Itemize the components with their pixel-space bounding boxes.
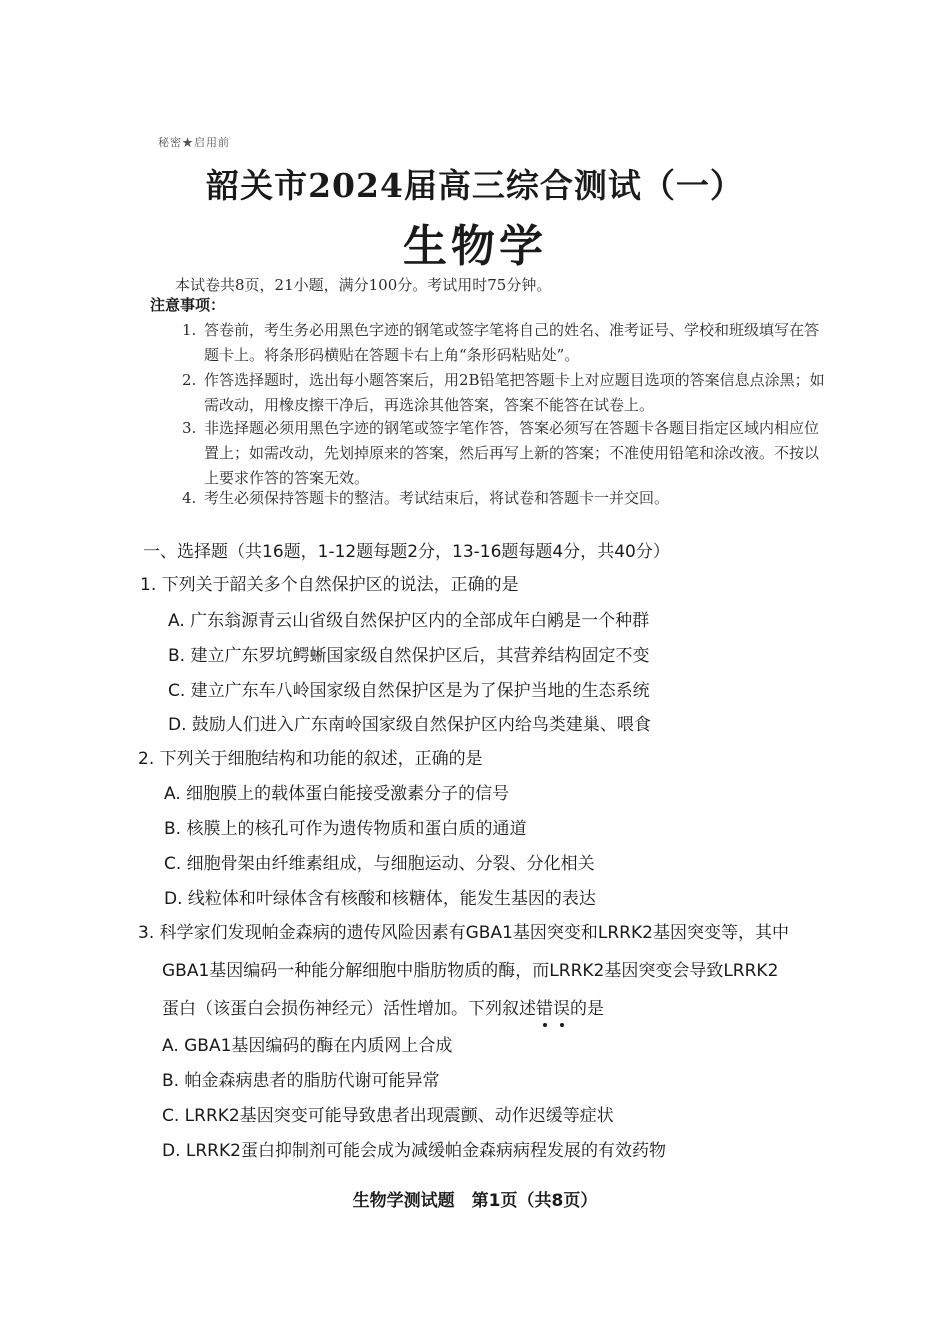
notice-item-text: 作答选择题时，选出每小题答案后，用2B铅笔把答题卡上对应题目选项的答案信息点涂黑；如需改动，用橡皮擦干净后，再选涂其他答案，答案不能答在试卷上。 [204,371,825,414]
notice-item [182,368,832,418]
question-option: B. 建立广东罗坑鳄蜥国家级自然保护区后，其营养结构固定不变 [168,646,650,666]
subject-title: 生物学 [403,221,547,272]
exam-title: 韶关市2024届高三综合测试（一） [206,166,744,205]
notice-item-number: 4. [182,489,197,507]
page-footer: 生物学测试题 第1页（共8页） [352,1191,598,1211]
question-option: C. 细胞骨架由纤维素组成，与细胞运动、分裂、分化相关 [164,854,595,874]
notice-item [182,486,832,511]
notice-heading: 注意事项： [150,296,226,314]
question-option: D. 鼓励人们进入广东南岭国家级自然保护区内给鸟类建巢、喂食 [168,715,651,735]
notice-item-text: 考生必须保持答题卡的整洁。考试结束后，将试卷和答题卡一并交回。 [204,489,670,507]
question-option: C. LRRK2基因突变可能导致患者出现震颤、动作迟缓等症状 [162,1106,614,1126]
notice-item-text: 非选择题必须用黑色字迹的钢笔或签字笔作答，答案必须写在答题卡各题目指定区域内相应位置上；如需改动，先划掉原来的答案，然后再写上新的答案；不准使用铅笔和涂改液。不按以上要求作答的答案无效。 [204,419,820,487]
emphasis-dot [543,1023,547,1027]
section-heading: 一、选择题（共16题，1-12题每题2分，13-16题每题4分，共40分） [143,542,670,562]
emphasis-text: 错误 [536,999,570,1019]
question-option: A. 广东翁源青云山省级自然保护区内的全部成年白鹇是一个种群 [168,611,650,631]
question-option: C. 建立广东车八岭国家级自然保护区是为了保护当地的生态系统 [168,681,650,701]
question-stem-line [162,994,604,1019]
confidential-mark: 秘密★启用前 [158,136,230,149]
question-stem-line: 3. 科学家们发现帕金森病的遗传风险因素有GBA1基因突变和LRRK2基因突变等，其中 [138,923,789,943]
question-stem-text: 的是 [570,999,604,1019]
question-stem-line: GBA1基因编码一种能分解细胞中脂肪物质的酶，而LRRK2基因突变会导致LRRK2 [162,961,779,981]
question-stem: 2. 下列关于细胞结构和功能的叙述，正确的是 [138,749,483,769]
notice-item-number: 3. [182,419,197,437]
notice-item [182,318,832,368]
question-option: B. 核膜上的核孔可作为遗传物质和蛋白质的通道 [164,819,527,839]
question-option: A. GBA1基因编码的酶在内质网上合成 [162,1036,453,1056]
question-option: D. 线粒体和叶绿体含有核酸和核糖体，能发生基因的表达 [164,889,596,909]
question-option: D. LRRK2蛋白抑制剂可能会成为减缓帕金森病病程发展的有效药物 [162,1141,666,1161]
question-stem: 1. 下列关于韶关多个自然保护区的说法，正确的是 [140,575,519,595]
question-stem-text: 蛋白（该蛋白会损伤神经元）活性增加。下列叙述 [162,999,536,1019]
notice-item [182,416,832,491]
exam-info: 本试卷共8页，21小题，满分100分。考试用时75分钟。 [175,276,552,294]
notice-item-text: 答卷前，考生务必用黑色字迹的钢笔或签字笔将自己的姓名、准考证号、学校和班级填写在答题卡上。将条形码横贴在答题卡右上角“条形码粘贴处”。 [204,321,820,364]
question-option: B. 帕金森病患者的脂肪代谢可能异常 [162,1071,440,1091]
notice-item-number: 2. [182,371,197,389]
notice-item-number: 1. [182,321,197,339]
question-option: A. 细胞膜上的载体蛋白能接受激素分子的信号 [164,784,510,804]
emphasis-dot [560,1023,564,1027]
emphasis-word [536,999,570,1019]
